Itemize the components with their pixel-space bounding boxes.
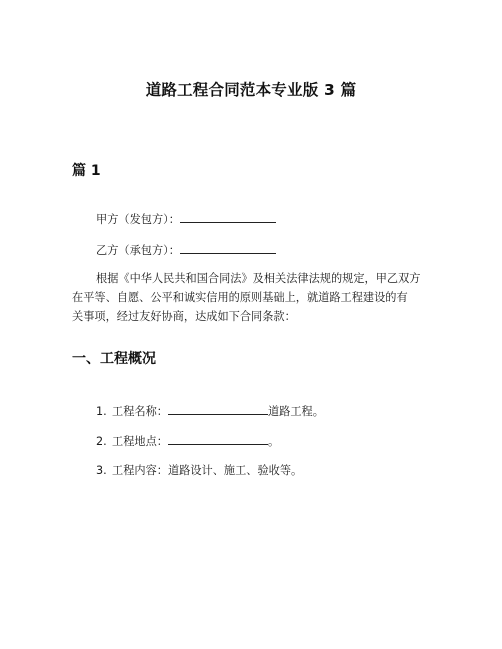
section-heading-overview: 一、工程概况	[72, 351, 156, 367]
project-location-blank	[168, 432, 268, 445]
party-a-blank	[180, 210, 276, 223]
intro-line-1: 根据《中华人民共和国合同法》及相关法律法规的规定，甲乙双方	[96, 272, 421, 285]
intro-line-3: 关事项，经过友好协商，达成如下合同条款：	[72, 310, 296, 323]
overview-item-2	[96, 432, 279, 449]
section-heading-part1: 篇 1	[72, 163, 101, 179]
intro-paragraph	[72, 269, 452, 326]
overview-item-1	[96, 402, 324, 419]
overview-item-3	[96, 462, 302, 478]
list-number: 3.	[96, 464, 107, 477]
item-label: 工程名称：	[112, 405, 168, 418]
party-a-line	[96, 210, 276, 227]
item-label: 工程地点：	[112, 435, 168, 448]
party-a-label: 甲方（发包方）：	[96, 213, 180, 226]
party-b-line	[96, 241, 276, 258]
item-suffix: 道路工程。	[267, 405, 324, 418]
list-number: 1.	[96, 405, 107, 418]
party-b-label: 乙方（承包方）：	[96, 244, 180, 257]
party-b-blank	[180, 241, 276, 254]
project-name-blank	[168, 402, 268, 415]
intro-line-2: 在平等、自愿、公平和诚实信用的原则基础上，就道路工程建设的有	[72, 291, 408, 304]
document-title: 道路工程合同范本专业版 3 篇	[145, 81, 357, 99]
item-suffix: 。	[267, 435, 280, 448]
list-number: 2.	[96, 435, 107, 448]
item-label: 工程内容：道路设计、施工、验收等。	[112, 464, 303, 477]
